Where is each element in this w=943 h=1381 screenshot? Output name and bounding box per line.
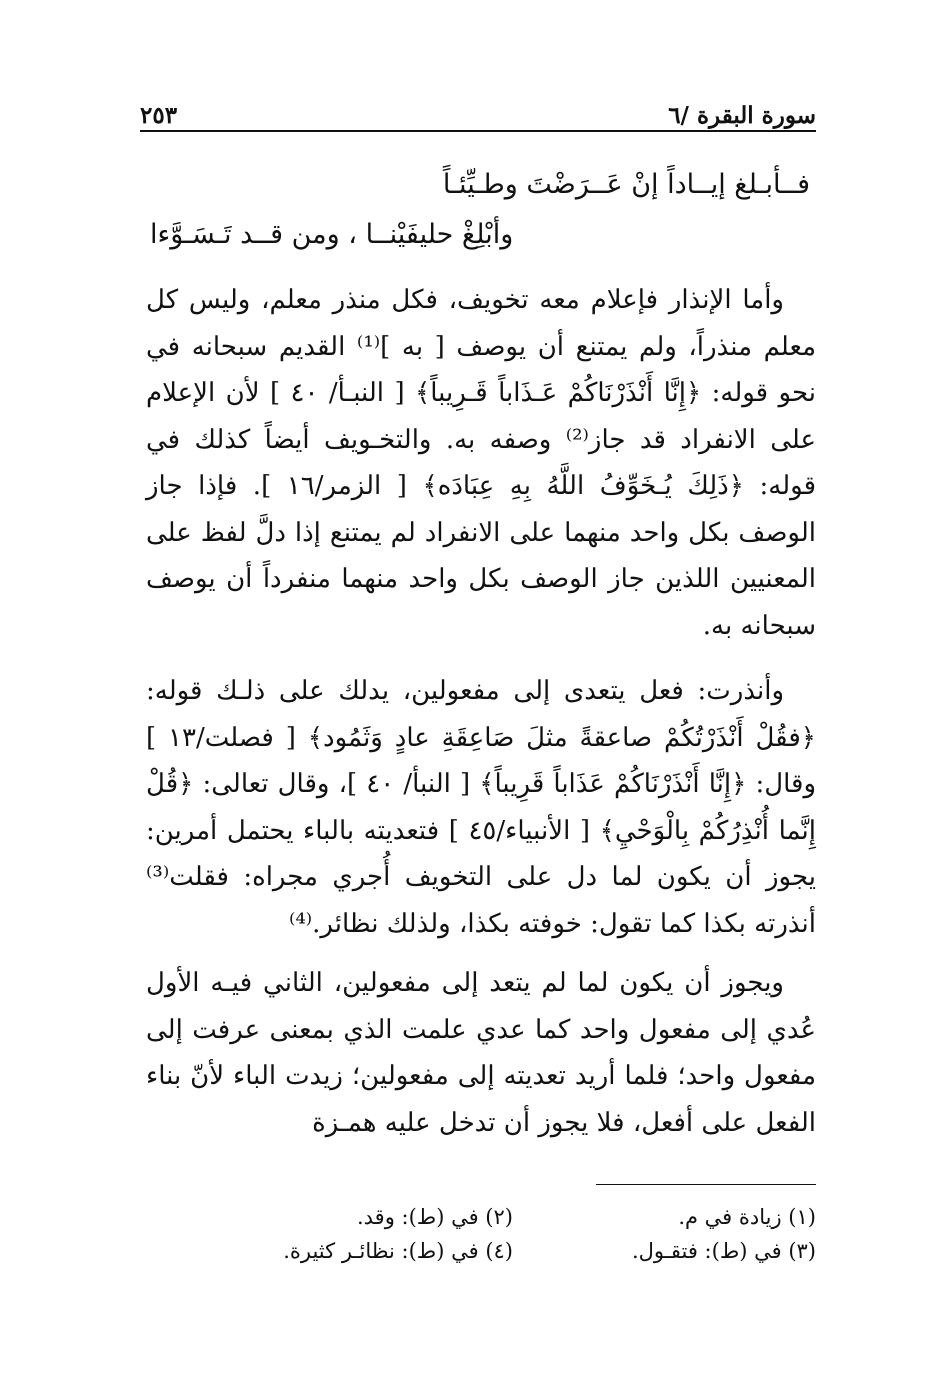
paragraph-1-text: وأما الإنذار فإعلام معه تخويف، فكل منذر معلم، وليس كل معلم منذراً، ولم يمتنع أن يوصف [ به ]⁽¹⁾ القديم سبحانه في نحو قوله: ﴿إِنَّا أَنْذَرْنَاكُمْ عَـذَاباً قَـرِيباً﴾ [ النبـأ/ ٤٠ ] لأن الإعلام على الانفراد قد جاز⁽²⁾ وصفه به. والتخـويف أيضاً كذلك في قوله: ﴿ذَلِكَ يُـخَوِّفُ اللَّهُ بِهِ عِبَادَه﴾ [ الزمر/١٦ ]. فإذا جاز الوصف بكل واحد منهما على الانفراد لم يمتنع إذا دلَّ لفظ على المعنيين اللذين جاز الوصف بكل واحد منهما منفرداً أن يوصف سبحانه به.: [146, 285, 817, 641]
footnote-3: (٣) في (ط): فتقـول.: [631, 1239, 816, 1263]
page-number: ٢٥٣: [140, 102, 178, 129]
paragraph-2: [146, 668, 816, 947]
footnote-row: [210, 1200, 816, 1234]
footnotes: [210, 1200, 816, 1268]
verse-line-1: فــأبـلغ إيــاداً إنْ عَــرَضْتَ وطـيِّئـاً: [442, 169, 810, 200]
footnote-rule: [596, 1184, 816, 1185]
footnote-1: (١) زيادة في م.: [678, 1205, 816, 1229]
running-head-title: سورة البقرة /٦: [668, 102, 816, 129]
header-rule: [140, 130, 816, 132]
footnote-row: [210, 1234, 816, 1268]
paragraph-3: [146, 960, 816, 1146]
paragraph-3-text: ويجوز أن يكون لما لم يتعد إلى مفعولين، الثاني فيـه الأول عُدي إلى مفعول واحد كما عدي علمت الذي بمعنى عرفت إلى مفعول واحد؛ فلما أريد تعديته إلى مفعولين؛ زيدت الباء لأنّ بناء الفعل على أفعل، فلا يجوز أن تدخل عليه همـزة: [146, 968, 816, 1138]
footnote-4: (٤) في (ط): نظائـر كثيرة.: [283, 1239, 513, 1263]
footnote-2: (٢) في (ط): وقد.: [356, 1205, 513, 1229]
paragraph-2-text: وأنذرت: فعل يتعدى إلى مفعولين، يدلك على ذلـك قوله: ﴿فقُلْ أَنْذَرْتُكُمْ صاعقةً مثلَ صَاعِقَةِ عادٍ وَثَمُود﴾ [ فصلت/١٣ ] وقال: ﴿إِنَّا أَنْذَرْنَاكُمْ عَذَاباً قَرِيباً﴾ [ النبأ/ ٤٠ ]، وقال تعالى: ﴿قُلْ إِنَّما أُنْذِرُكُمْ بِالْوَحْيِ﴾ [ الأنبياء/٤٥ ] فتعديته بالباء يحتمل أمرين: يجوز أن يكون لما دل على التخويف أُجري مجراه: فقلت⁽³⁾ أنذرته بكذا كما تقول: خوفته بكذا، ولذلك نظائر.⁽⁴⁾: [146, 676, 816, 939]
running-header: [140, 93, 816, 129]
poetry-verse: [150, 160, 816, 260]
verse-line-2: وأبْلِغْ حليفَيْنــا ، ومن قــد تَـسَـوَّءا: [150, 219, 514, 250]
paragraph-1: [146, 277, 816, 649]
